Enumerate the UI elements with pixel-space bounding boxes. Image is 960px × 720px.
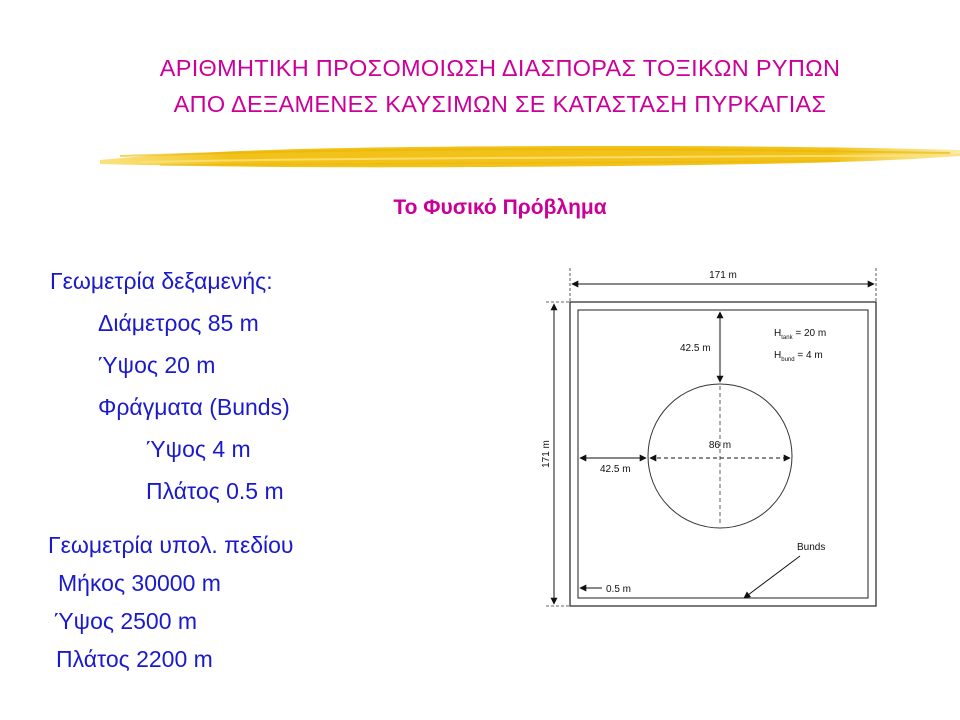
bunds-item: Φράγματα (Bunds) — [98, 394, 290, 420]
subtitle: Το Φυσικό Πρόβλημα — [393, 196, 607, 219]
title-line-2: ΑΠΟ ΔΕΞΑΜΕΝΕΣ ΚΑΥΣΙΜΩΝ ΣΕ ΚΑΤΑΣΤΑΣΗ ΠΥΡΚΑΓΙΑΣ — [173, 91, 827, 117]
bund-height-item: Ύψος 4 m — [146, 436, 251, 462]
horizontal-gap-label: 42.5 m — [600, 464, 631, 475]
tank-height-item: Ύψος 20 m — [98, 352, 216, 378]
top-dimension-label: 171 m — [709, 270, 737, 281]
bund-inner-wall — [578, 310, 868, 598]
tank-diameter-label: 86 m — [708, 440, 732, 451]
bunds-label: Bunds — [797, 542, 826, 553]
tank-geometry-heading: Γεωμετρία δεξαμενής: — [50, 268, 273, 294]
left-dimension-label: 171 m — [541, 440, 552, 468]
bunds-pointer-arrow — [744, 556, 800, 598]
slide-title — [60, 50, 940, 122]
domain-height-item: Ύψος 2500 m — [54, 608, 198, 634]
vertical-gap-label: 42.5 m — [680, 343, 711, 354]
h-bund-label: $H_{bund} = 4$ m — [774, 350, 823, 363]
h-tank-label: $H_{tank} = 20$ m — [774, 328, 827, 341]
bund-thickness-label: 0.5 m — [606, 584, 632, 595]
yellow-brush-stroke — [100, 134, 960, 178]
tank-bund-diagram — [530, 258, 890, 618]
domain-geometry-heading: Γεωμετρία υπολ. πεδίου — [48, 532, 294, 558]
title-line-1: ΑΡΙΘΜΗΤΙΚΗ ΠΡΟΣΟΜΟΙΩΣΗ ΔΙΑΣΠΟΡΑΣ ΤΟΞΙΚΩΝ ΡΥΠΩΝ — [159, 55, 841, 81]
tank-geometry-block — [50, 260, 290, 512]
domain-width-item: Πλάτος 2200 m — [56, 646, 213, 672]
domain-geometry-block — [48, 526, 294, 678]
domain-length-item: Μήκος 30000 m — [58, 570, 221, 596]
bund-outer-wall — [570, 302, 876, 606]
tank-diameter-item: Διάμετρος 85 m — [98, 310, 259, 336]
bund-width-item: Πλάτος 0.5 m — [146, 478, 284, 504]
